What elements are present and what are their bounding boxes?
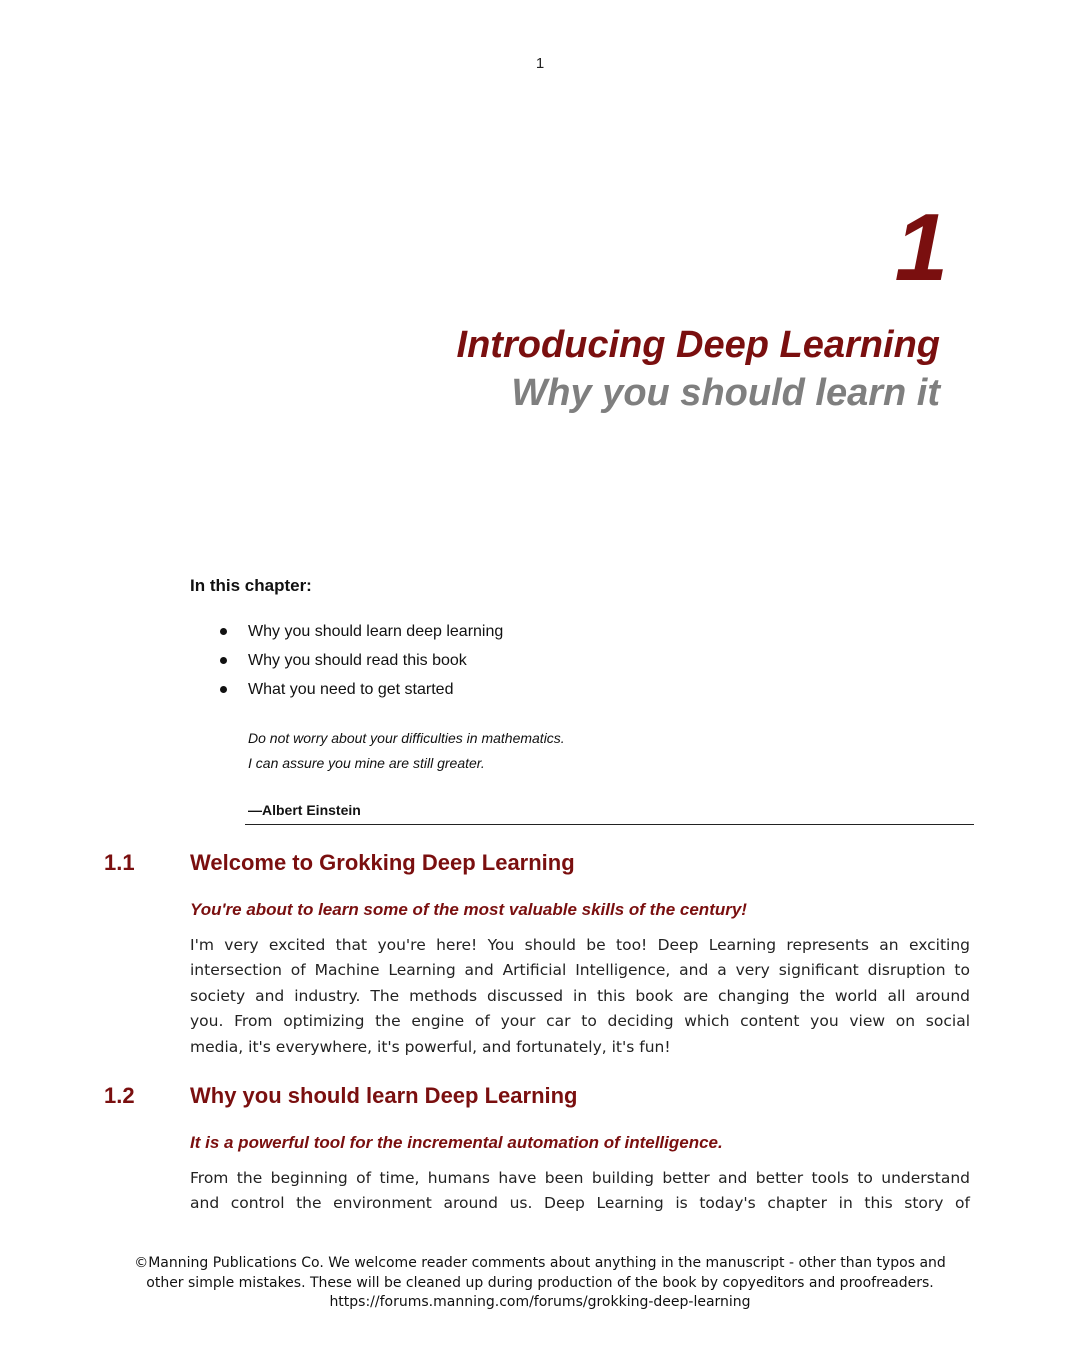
page-footer — [0, 1254, 1080, 1313]
list-item — [190, 675, 503, 704]
paragraph-line: From the beginning of time, humans have been building better and better tools to understand — [190, 1169, 970, 1187]
section-number: 1.1 — [104, 850, 135, 875]
list-item — [190, 646, 503, 675]
page-number: 1 — [535, 55, 545, 72]
section-title: Why you should learn Deep Learning — [190, 1083, 578, 1108]
footer-link[interactable]: https://forums.manning.com/forums/grokking-deep-learning — [329, 1294, 751, 1310]
list-item-text: Why you should learn deep learning — [248, 623, 504, 640]
bullet-icon — [220, 686, 227, 693]
paragraph-line: I'm very excited that you're here! You should be too! Deep Learning represents an exciting — [190, 936, 970, 954]
paragraph-line: you. From optimizing the engine of your car to deciding which content you view on social — [190, 1012, 970, 1031]
section-number: 1.2 — [104, 1083, 135, 1108]
chapter-topics-list — [190, 617, 503, 704]
footer-line: ©Manning Publications Co. We welcome reader comments about anything in the manuscript - other than typos and — [134, 1255, 946, 1271]
bullet-icon — [220, 657, 227, 664]
list-item-text: What you need to get started — [248, 681, 454, 698]
paragraph-line: media, it's everywhere, it's powerful, and fortunately, it's fun! — [190, 1037, 671, 1056]
footer-line: other simple mistakes. These will be cleaned up during production of the book by copyeditors and proofreaders. — [146, 1274, 934, 1291]
epigraph-line: Do not worry about your difficulties in mathematics. — [248, 730, 565, 746]
paragraph-line: and control the environment around us. Deep Learning is today's chapter in this story of — [190, 1194, 970, 1213]
section-subtitle: It is a powerful tool for the incremental automation of intelligence. — [190, 1133, 723, 1152]
epigraph-line: I can assure you mine are still greater. — [248, 755, 485, 771]
paragraph-line: society and industry. The methods discussed in this book are changing the world all around — [190, 986, 970, 1005]
chapter-title: Introducing Deep Learning — [456, 324, 940, 366]
list-item — [190, 617, 503, 646]
epigraph-attribution: —Albert Einstein — [248, 802, 361, 818]
epigraph-quote — [248, 726, 565, 776]
chapter-number: 1 — [894, 194, 948, 301]
section-subtitle: You're about to learn some of the most valuable skills of the century! — [190, 900, 747, 919]
divider — [245, 824, 974, 825]
section-paragraph — [190, 933, 970, 1060]
section-title: Welcome to Grokking Deep Learning — [190, 850, 575, 875]
paragraph-line: intersection of Machine Learning and Artificial Intelligence, and a very significant disruption to — [190, 961, 970, 980]
chapter-subtitle: Why you should learn it — [511, 372, 940, 414]
bullet-icon — [220, 628, 227, 635]
in-this-chapter-heading: In this chapter: — [190, 576, 312, 595]
list-item-text: Why you should read this book — [248, 652, 467, 669]
section-paragraph — [190, 1166, 970, 1217]
